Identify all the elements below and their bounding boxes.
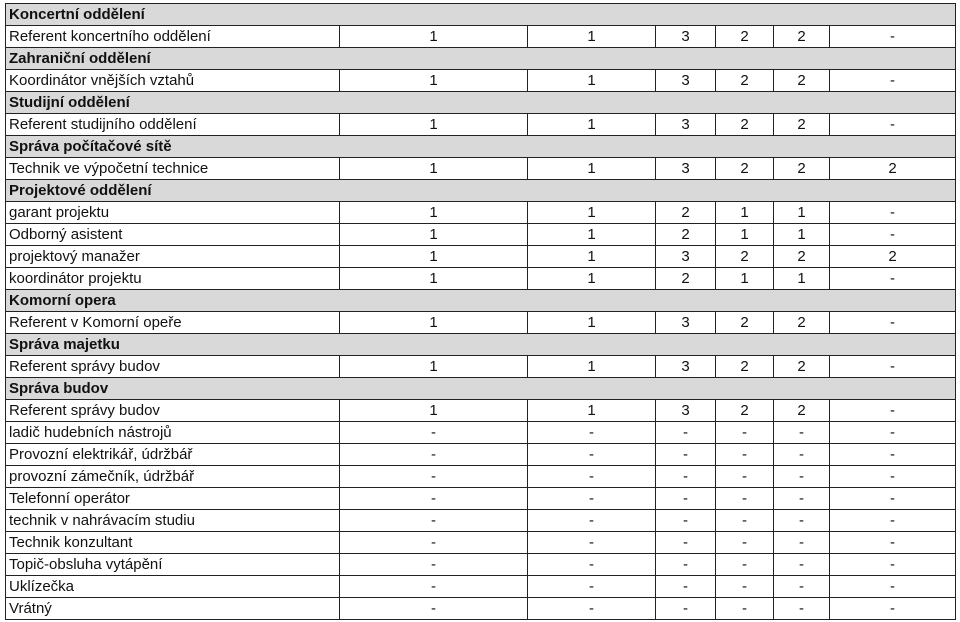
value-cell-1: -	[340, 466, 528, 488]
value-cell-6: 2	[830, 158, 956, 180]
table-row	[6, 70, 956, 92]
value-cell-4: 2	[716, 26, 774, 48]
position-name-cell: Telefonní operátor	[6, 488, 340, 510]
value-cell-4: -	[716, 554, 774, 576]
value-cell-2: 1	[528, 26, 656, 48]
value-cell-1: 1	[340, 312, 528, 334]
value-cell-3: -	[656, 554, 716, 576]
value-cell-5: 2	[774, 70, 830, 92]
value-cell-6: -	[830, 510, 956, 532]
section-header-row	[6, 48, 956, 70]
value-cell-5: -	[774, 532, 830, 554]
value-cell-3: 3	[656, 114, 716, 136]
value-cell-4: -	[716, 466, 774, 488]
section-title: Zahraniční oddělení	[6, 48, 956, 70]
table-body	[6, 4, 956, 620]
value-cell-5: 2	[774, 26, 830, 48]
value-cell-5: -	[774, 444, 830, 466]
value-cell-4: -	[716, 510, 774, 532]
table-row	[6, 598, 956, 620]
table-row	[6, 510, 956, 532]
position-name-cell: Referent správy budov	[6, 400, 340, 422]
table-row	[6, 202, 956, 224]
position-name-cell: Referent správy budov	[6, 356, 340, 378]
value-cell-1: 1	[340, 224, 528, 246]
value-cell-3: -	[656, 422, 716, 444]
value-cell-4: -	[716, 576, 774, 598]
position-name-cell: garant projektu	[6, 202, 340, 224]
value-cell-6: -	[830, 356, 956, 378]
table-row	[6, 488, 956, 510]
value-cell-1: 1	[340, 158, 528, 180]
table-row	[6, 554, 956, 576]
value-cell-1: 1	[340, 400, 528, 422]
value-cell-3: 3	[656, 158, 716, 180]
value-cell-2: -	[528, 466, 656, 488]
position-name-cell: Referent studijního oddělení	[6, 114, 340, 136]
section-header-row	[6, 4, 956, 26]
position-name-cell: provozní zámečník, údržbář	[6, 466, 340, 488]
value-cell-5: 2	[774, 246, 830, 268]
value-cell-4: -	[716, 532, 774, 554]
value-cell-3: 3	[656, 70, 716, 92]
value-cell-3: -	[656, 444, 716, 466]
value-cell-2: -	[528, 488, 656, 510]
value-cell-2: -	[528, 422, 656, 444]
table-row	[6, 422, 956, 444]
position-name-cell: koordinátor projektu	[6, 268, 340, 290]
value-cell-1: -	[340, 598, 528, 620]
value-cell-5: 2	[774, 114, 830, 136]
section-title: Komorní opera	[6, 290, 956, 312]
value-cell-2: 1	[528, 312, 656, 334]
position-name-cell: Koordinátor vnějších vztahů	[6, 70, 340, 92]
value-cell-4: 2	[716, 312, 774, 334]
value-cell-1: 1	[340, 70, 528, 92]
value-cell-5: 2	[774, 312, 830, 334]
position-name-cell: Referent koncertního oddělení	[6, 26, 340, 48]
value-cell-1: 1	[340, 202, 528, 224]
value-cell-4: -	[716, 422, 774, 444]
section-header-row	[6, 180, 956, 202]
position-name-cell: Technik ve výpočetní technice	[6, 158, 340, 180]
value-cell-5: -	[774, 598, 830, 620]
value-cell-3: -	[656, 598, 716, 620]
value-cell-1: -	[340, 444, 528, 466]
position-name-cell: technik v nahrávacím studiu	[6, 510, 340, 532]
value-cell-1: 1	[340, 246, 528, 268]
position-name-cell: ladič hudebních nástrojů	[6, 422, 340, 444]
value-cell-1: -	[340, 576, 528, 598]
value-cell-1: -	[340, 422, 528, 444]
table-row	[6, 246, 956, 268]
value-cell-4: 1	[716, 202, 774, 224]
value-cell-1: 1	[340, 268, 528, 290]
value-cell-2: 1	[528, 224, 656, 246]
table-row	[6, 224, 956, 246]
value-cell-3: 2	[656, 224, 716, 246]
value-cell-3: -	[656, 488, 716, 510]
value-cell-5: -	[774, 510, 830, 532]
table-row	[6, 532, 956, 554]
value-cell-5: 1	[774, 202, 830, 224]
position-table	[5, 3, 956, 620]
value-cell-1: 1	[340, 114, 528, 136]
value-cell-1: -	[340, 554, 528, 576]
table-row	[6, 158, 956, 180]
value-cell-4: 2	[716, 400, 774, 422]
value-cell-4: 2	[716, 246, 774, 268]
table-row	[6, 26, 956, 48]
value-cell-2: 1	[528, 356, 656, 378]
table-row	[6, 312, 956, 334]
value-cell-4: -	[716, 488, 774, 510]
value-cell-2: 1	[528, 400, 656, 422]
value-cell-6: -	[830, 312, 956, 334]
value-cell-2: 1	[528, 202, 656, 224]
position-name-cell: Provozní elektrikář, údržbář	[6, 444, 340, 466]
value-cell-5: -	[774, 576, 830, 598]
value-cell-5: 1	[774, 268, 830, 290]
section-header-row	[6, 378, 956, 400]
value-cell-3: 3	[656, 312, 716, 334]
value-cell-2: -	[528, 444, 656, 466]
section-title: Správa majetku	[6, 334, 956, 356]
value-cell-4: 2	[716, 356, 774, 378]
section-header-row	[6, 334, 956, 356]
value-cell-5: 2	[774, 400, 830, 422]
value-cell-5: -	[774, 554, 830, 576]
value-cell-6: -	[830, 532, 956, 554]
value-cell-6: -	[830, 488, 956, 510]
document-page	[5, 3, 956, 620]
value-cell-3: 2	[656, 202, 716, 224]
position-name-cell: Technik konzultant	[6, 532, 340, 554]
value-cell-4: -	[716, 598, 774, 620]
section-title: Studijní oddělení	[6, 92, 956, 114]
value-cell-3: 3	[656, 356, 716, 378]
value-cell-2: 1	[528, 114, 656, 136]
section-header-row	[6, 92, 956, 114]
value-cell-6: -	[830, 70, 956, 92]
value-cell-4: 2	[716, 114, 774, 136]
value-cell-6: -	[830, 268, 956, 290]
value-cell-2: 1	[528, 70, 656, 92]
value-cell-6: -	[830, 466, 956, 488]
value-cell-3: 3	[656, 26, 716, 48]
table-row	[6, 576, 956, 598]
section-title: Správa budov	[6, 378, 956, 400]
value-cell-5: -	[774, 488, 830, 510]
section-title: Projektové oddělení	[6, 180, 956, 202]
value-cell-2: -	[528, 554, 656, 576]
value-cell-2: 1	[528, 268, 656, 290]
value-cell-1: 1	[340, 356, 528, 378]
value-cell-3: 3	[656, 246, 716, 268]
value-cell-6: -	[830, 202, 956, 224]
section-header-row	[6, 136, 956, 158]
value-cell-3: 3	[656, 400, 716, 422]
position-name-cell: Uklízečka	[6, 576, 340, 598]
value-cell-5: 2	[774, 356, 830, 378]
value-cell-6: -	[830, 26, 956, 48]
value-cell-5: 2	[774, 158, 830, 180]
value-cell-6: -	[830, 598, 956, 620]
table-row	[6, 400, 956, 422]
value-cell-1: -	[340, 488, 528, 510]
value-cell-2: -	[528, 598, 656, 620]
value-cell-2: -	[528, 576, 656, 598]
position-name-cell: Referent v Komorní opeře	[6, 312, 340, 334]
value-cell-6: -	[830, 422, 956, 444]
table-row	[6, 444, 956, 466]
value-cell-6: -	[830, 224, 956, 246]
value-cell-4: 1	[716, 224, 774, 246]
value-cell-6: -	[830, 444, 956, 466]
value-cell-6: -	[830, 114, 956, 136]
table-row	[6, 114, 956, 136]
table-row	[6, 466, 956, 488]
value-cell-5: 1	[774, 224, 830, 246]
value-cell-3: -	[656, 510, 716, 532]
value-cell-3: -	[656, 532, 716, 554]
value-cell-2: -	[528, 532, 656, 554]
value-cell-6: -	[830, 554, 956, 576]
value-cell-6: 2	[830, 246, 956, 268]
value-cell-3: 2	[656, 268, 716, 290]
value-cell-2: 1	[528, 246, 656, 268]
value-cell-3: -	[656, 576, 716, 598]
value-cell-3: -	[656, 466, 716, 488]
table-row	[6, 268, 956, 290]
value-cell-2: -	[528, 510, 656, 532]
value-cell-1: -	[340, 532, 528, 554]
value-cell-6: -	[830, 400, 956, 422]
section-header-row	[6, 290, 956, 312]
value-cell-4: 2	[716, 158, 774, 180]
value-cell-4: -	[716, 444, 774, 466]
value-cell-6: -	[830, 576, 956, 598]
position-name-cell: projektový manažer	[6, 246, 340, 268]
position-name-cell: Topič-obsluha vytápění	[6, 554, 340, 576]
value-cell-2: 1	[528, 158, 656, 180]
value-cell-1: -	[340, 510, 528, 532]
value-cell-4: 2	[716, 70, 774, 92]
section-title: Koncertní oddělení	[6, 4, 956, 26]
position-name-cell: Vrátný	[6, 598, 340, 620]
table-row	[6, 356, 956, 378]
section-title: Správa počítačové sítě	[6, 136, 956, 158]
value-cell-5: -	[774, 466, 830, 488]
value-cell-5: -	[774, 422, 830, 444]
position-name-cell: Odborný asistent	[6, 224, 340, 246]
value-cell-4: 1	[716, 268, 774, 290]
value-cell-1: 1	[340, 26, 528, 48]
